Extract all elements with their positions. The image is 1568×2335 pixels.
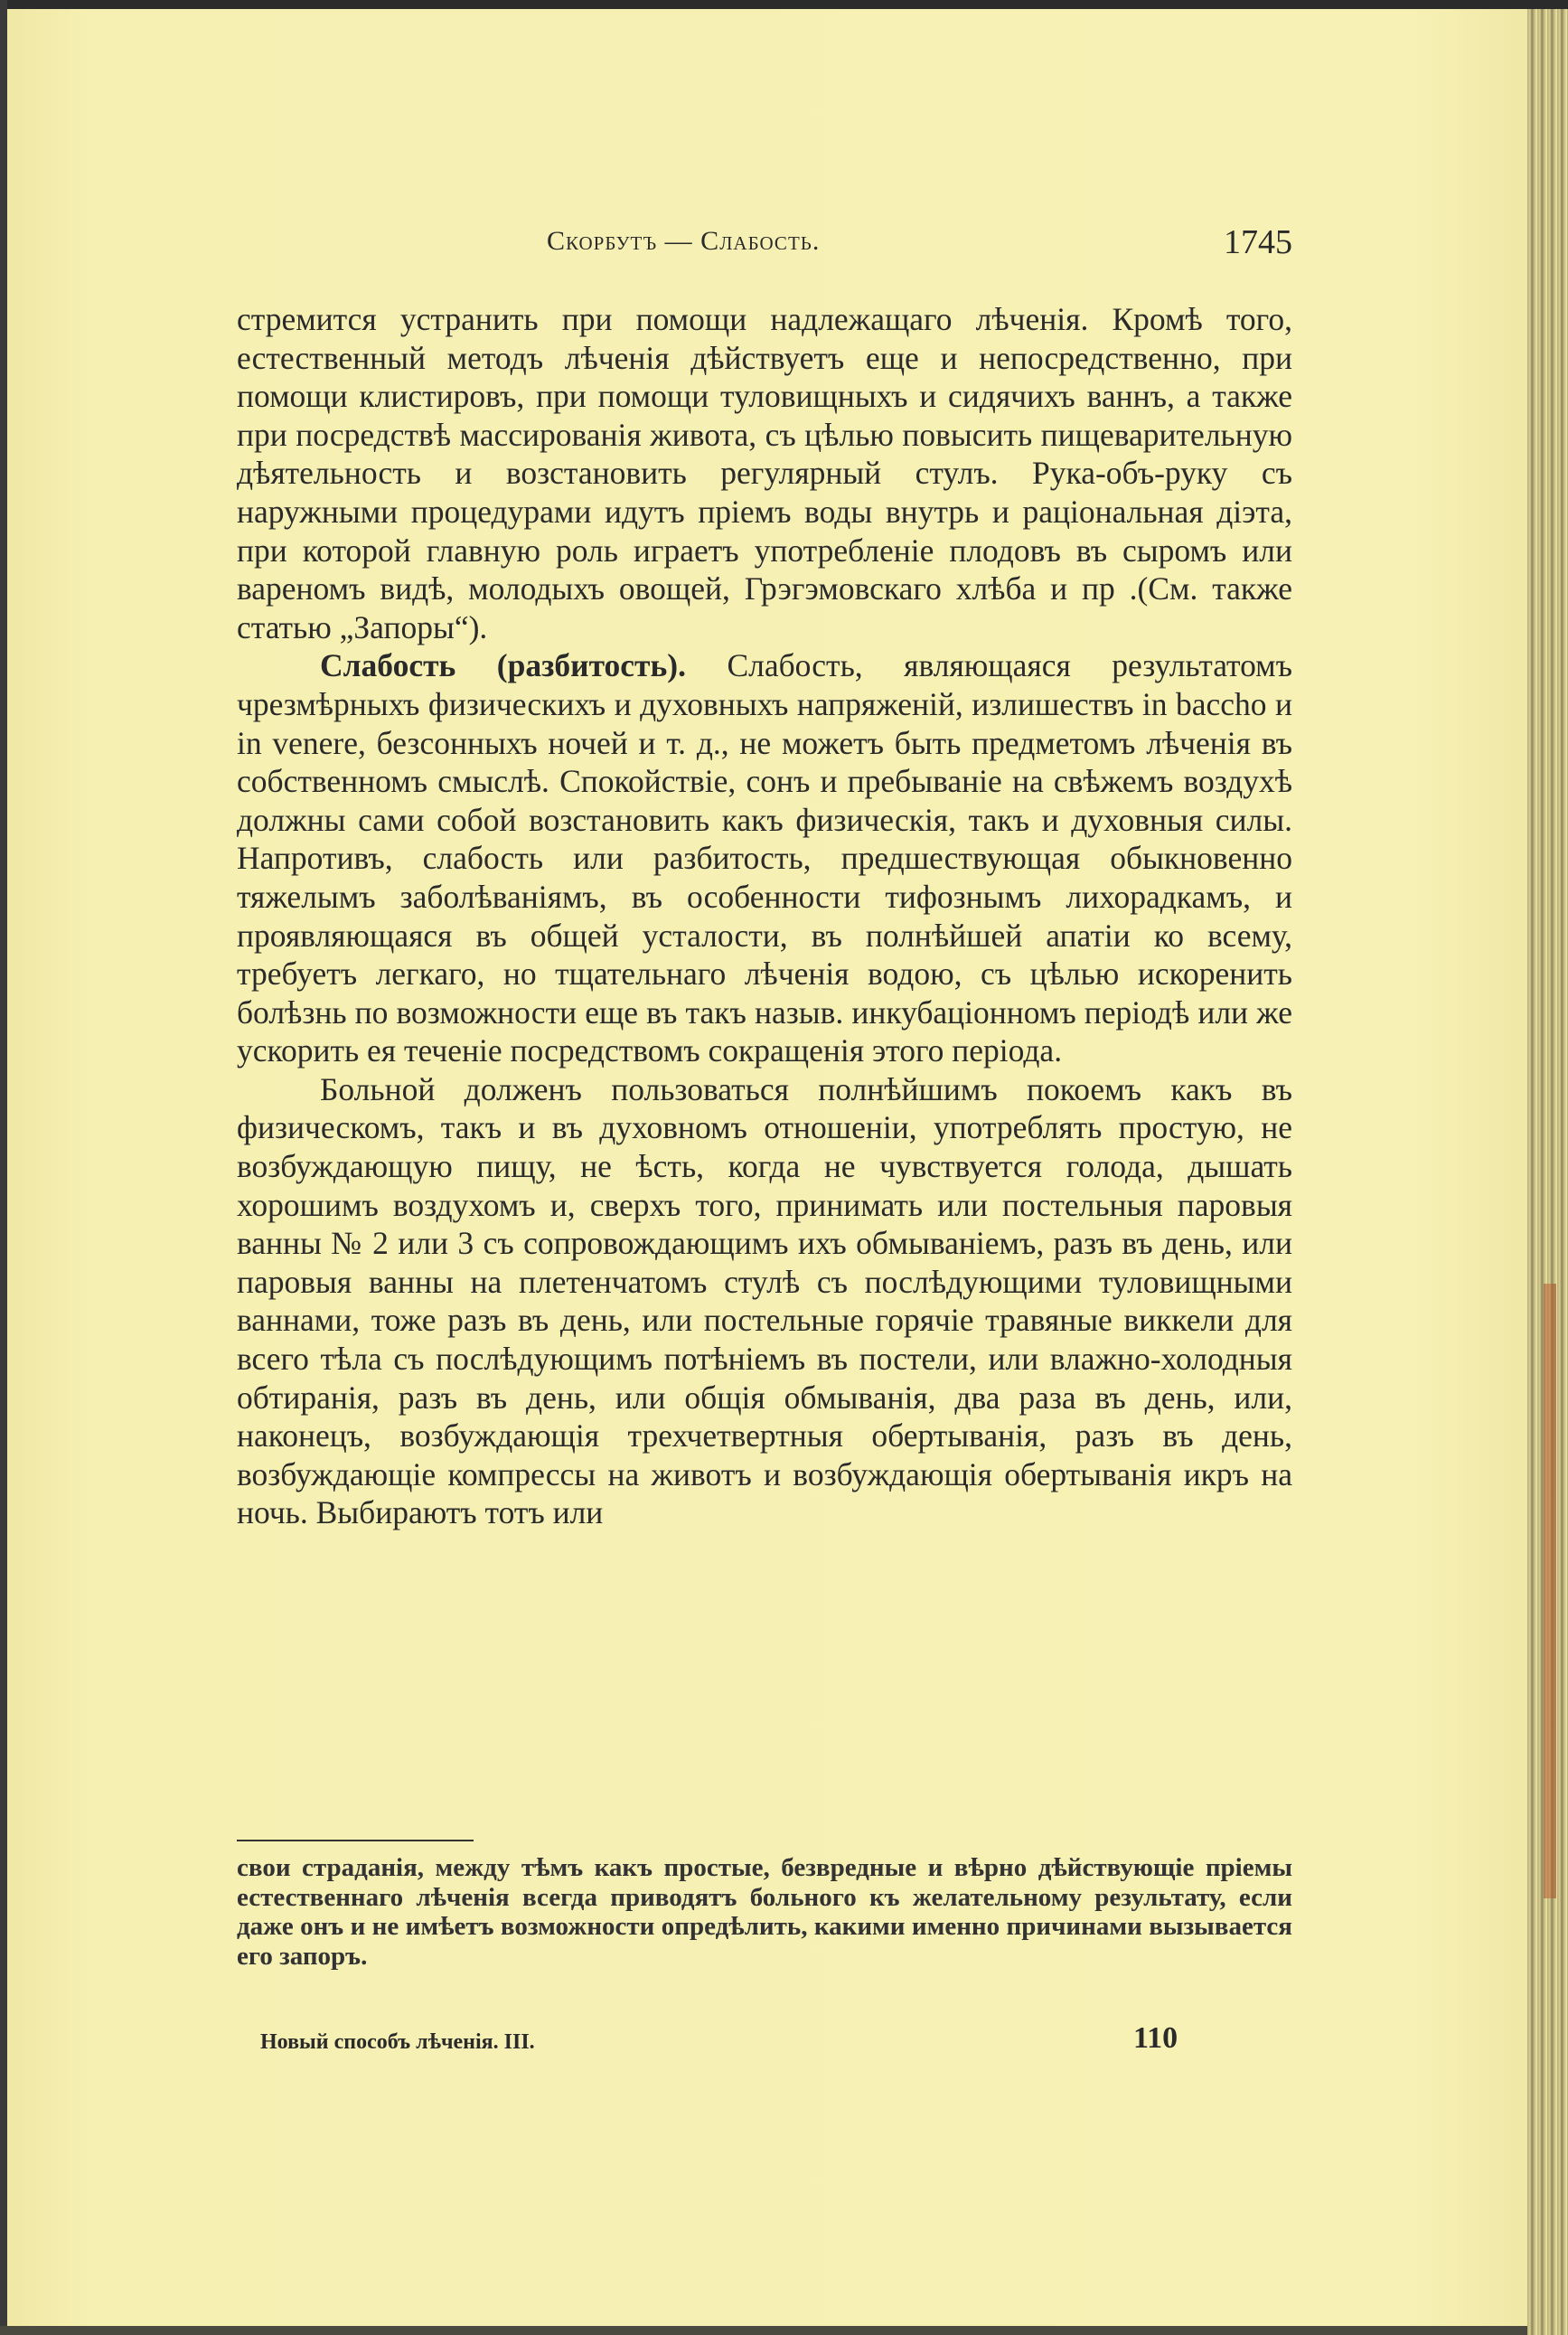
paragraph-1: стремится устранить при помощи надлежащаго лѣченія. Кромѣ того, естественный методъ лѣченія дѣйствуетъ еще и непосредственно, при помощи клистировъ, при помощи туловищныхъ и сидячихъ ваннъ, а также при посредствѣ массированія живота, съ цѣлью повысить пищеварительную дѣятельность и возстановить регулярный стулъ. Рука-объ-руку съ наружными процедурами идутъ пріемъ воды внутрь и раціональная діэта, при которой главную роль играетъ употребленіе плодовъ въ сыромъ или вареномъ видѣ, молодыхъ овощей, Грэгэмовскаго хлѣба и пр .(См. также статью „Запоры“).: [237, 301, 1292, 645]
scan-bottom-edge: [0, 2326, 1568, 2335]
page-header: [235, 223, 1292, 271]
footnote: свои страданія, между тѣмъ какъ простые, безвредные и вѣрно дѣйствующіе пріемы естественнаго лѣченія всегда приводятъ больного къ желательному результату, если даже онъ и не имѣетъ возможности опредѣлить, какими именно причинами вызывается его запоръ.: [237, 1853, 1292, 1971]
paragraph-2-text: Слабость, являющаяся результатомъ чрезмѣрныхъ физическихъ и духовныхъ напряженій, излишествъ in baccho и in venere, безсонныхъ ночей и т. д., не можетъ быть предметомъ лѣченія въ собственномъ смыслѣ. Спокойствіе, сонъ и пребываніе на свѣжемъ воздухѣ должны сами собой возстановить какъ физическія, такъ и духовныя силы. Напротивъ, слабость или разбитость, предшествующая обыкновенно тяжелымъ заболѣваніямъ, въ особенности тифознымъ лихорадкамъ, и проявляющаяся въ общей усталости, въ полнѣйшей апатіи ко всему, требуетъ легкаго, но тщательнаго лѣченія водою, съ цѣлью искоренить болѣзнь по возможности еще въ такъ назыв. инкубаціонномъ періодѣ или же ускорить ея теченіе посредствомъ сокращенія этого періода.: [237, 647, 1292, 1069]
paragraph-3: Больной долженъ пользоваться полнѣйшимъ покоемъ какъ въ физическомъ, такъ и въ духовномъ отношеніи, употреблять простую, не возбуждающую пищу, не ѣсть, когда не чувствуется голода, дышать хорошимъ воздухомъ и, сверхъ того, принимать или постельныя паровыя ванны № 2 или 3 съ сопровождающимъ ихъ обмываніемъ, разъ въ день, или паровыя ванны на плетенчатомъ стулѣ съ послѣдующими туловищными ваннами, тоже разъ въ день, или постельные горячіе травяные виккели для всего тѣла съ послѣдующимъ потѣніемъ въ постели, или влажно-холодныя обтиранія, разъ въ день, или общія обмыванія, два раза въ день, или, наконецъ, возбуждающія трехчетвертныя обертыванія, разъ въ день, возбуждающіе компрессы на животъ и возбуждающія обертыванія икръ на ночь. Выбираютъ тотъ или: [237, 1070, 1292, 1531]
main-text: [237, 300, 1292, 1532]
section-heading-weakness: Слабость (разбитость).: [320, 647, 686, 684]
paragraph-2: [237, 646, 1292, 1070]
running-head: Скорбутъ — Слабость.: [547, 226, 821, 256]
footer-book-title: Новый способъ лѣченія. III.: [260, 2030, 535, 2054]
spine-stain: [1544, 1284, 1556, 1898]
page-number: 1745: [1224, 223, 1292, 261]
footer-signature-mark: 110: [1133, 2021, 1178, 2055]
scan-top-edge: [0, 0, 1568, 9]
book-spine-edge: [1527, 9, 1568, 2335]
scan-left-edge: [0, 0, 7, 2335]
footnote-rule: [237, 1840, 474, 1841]
